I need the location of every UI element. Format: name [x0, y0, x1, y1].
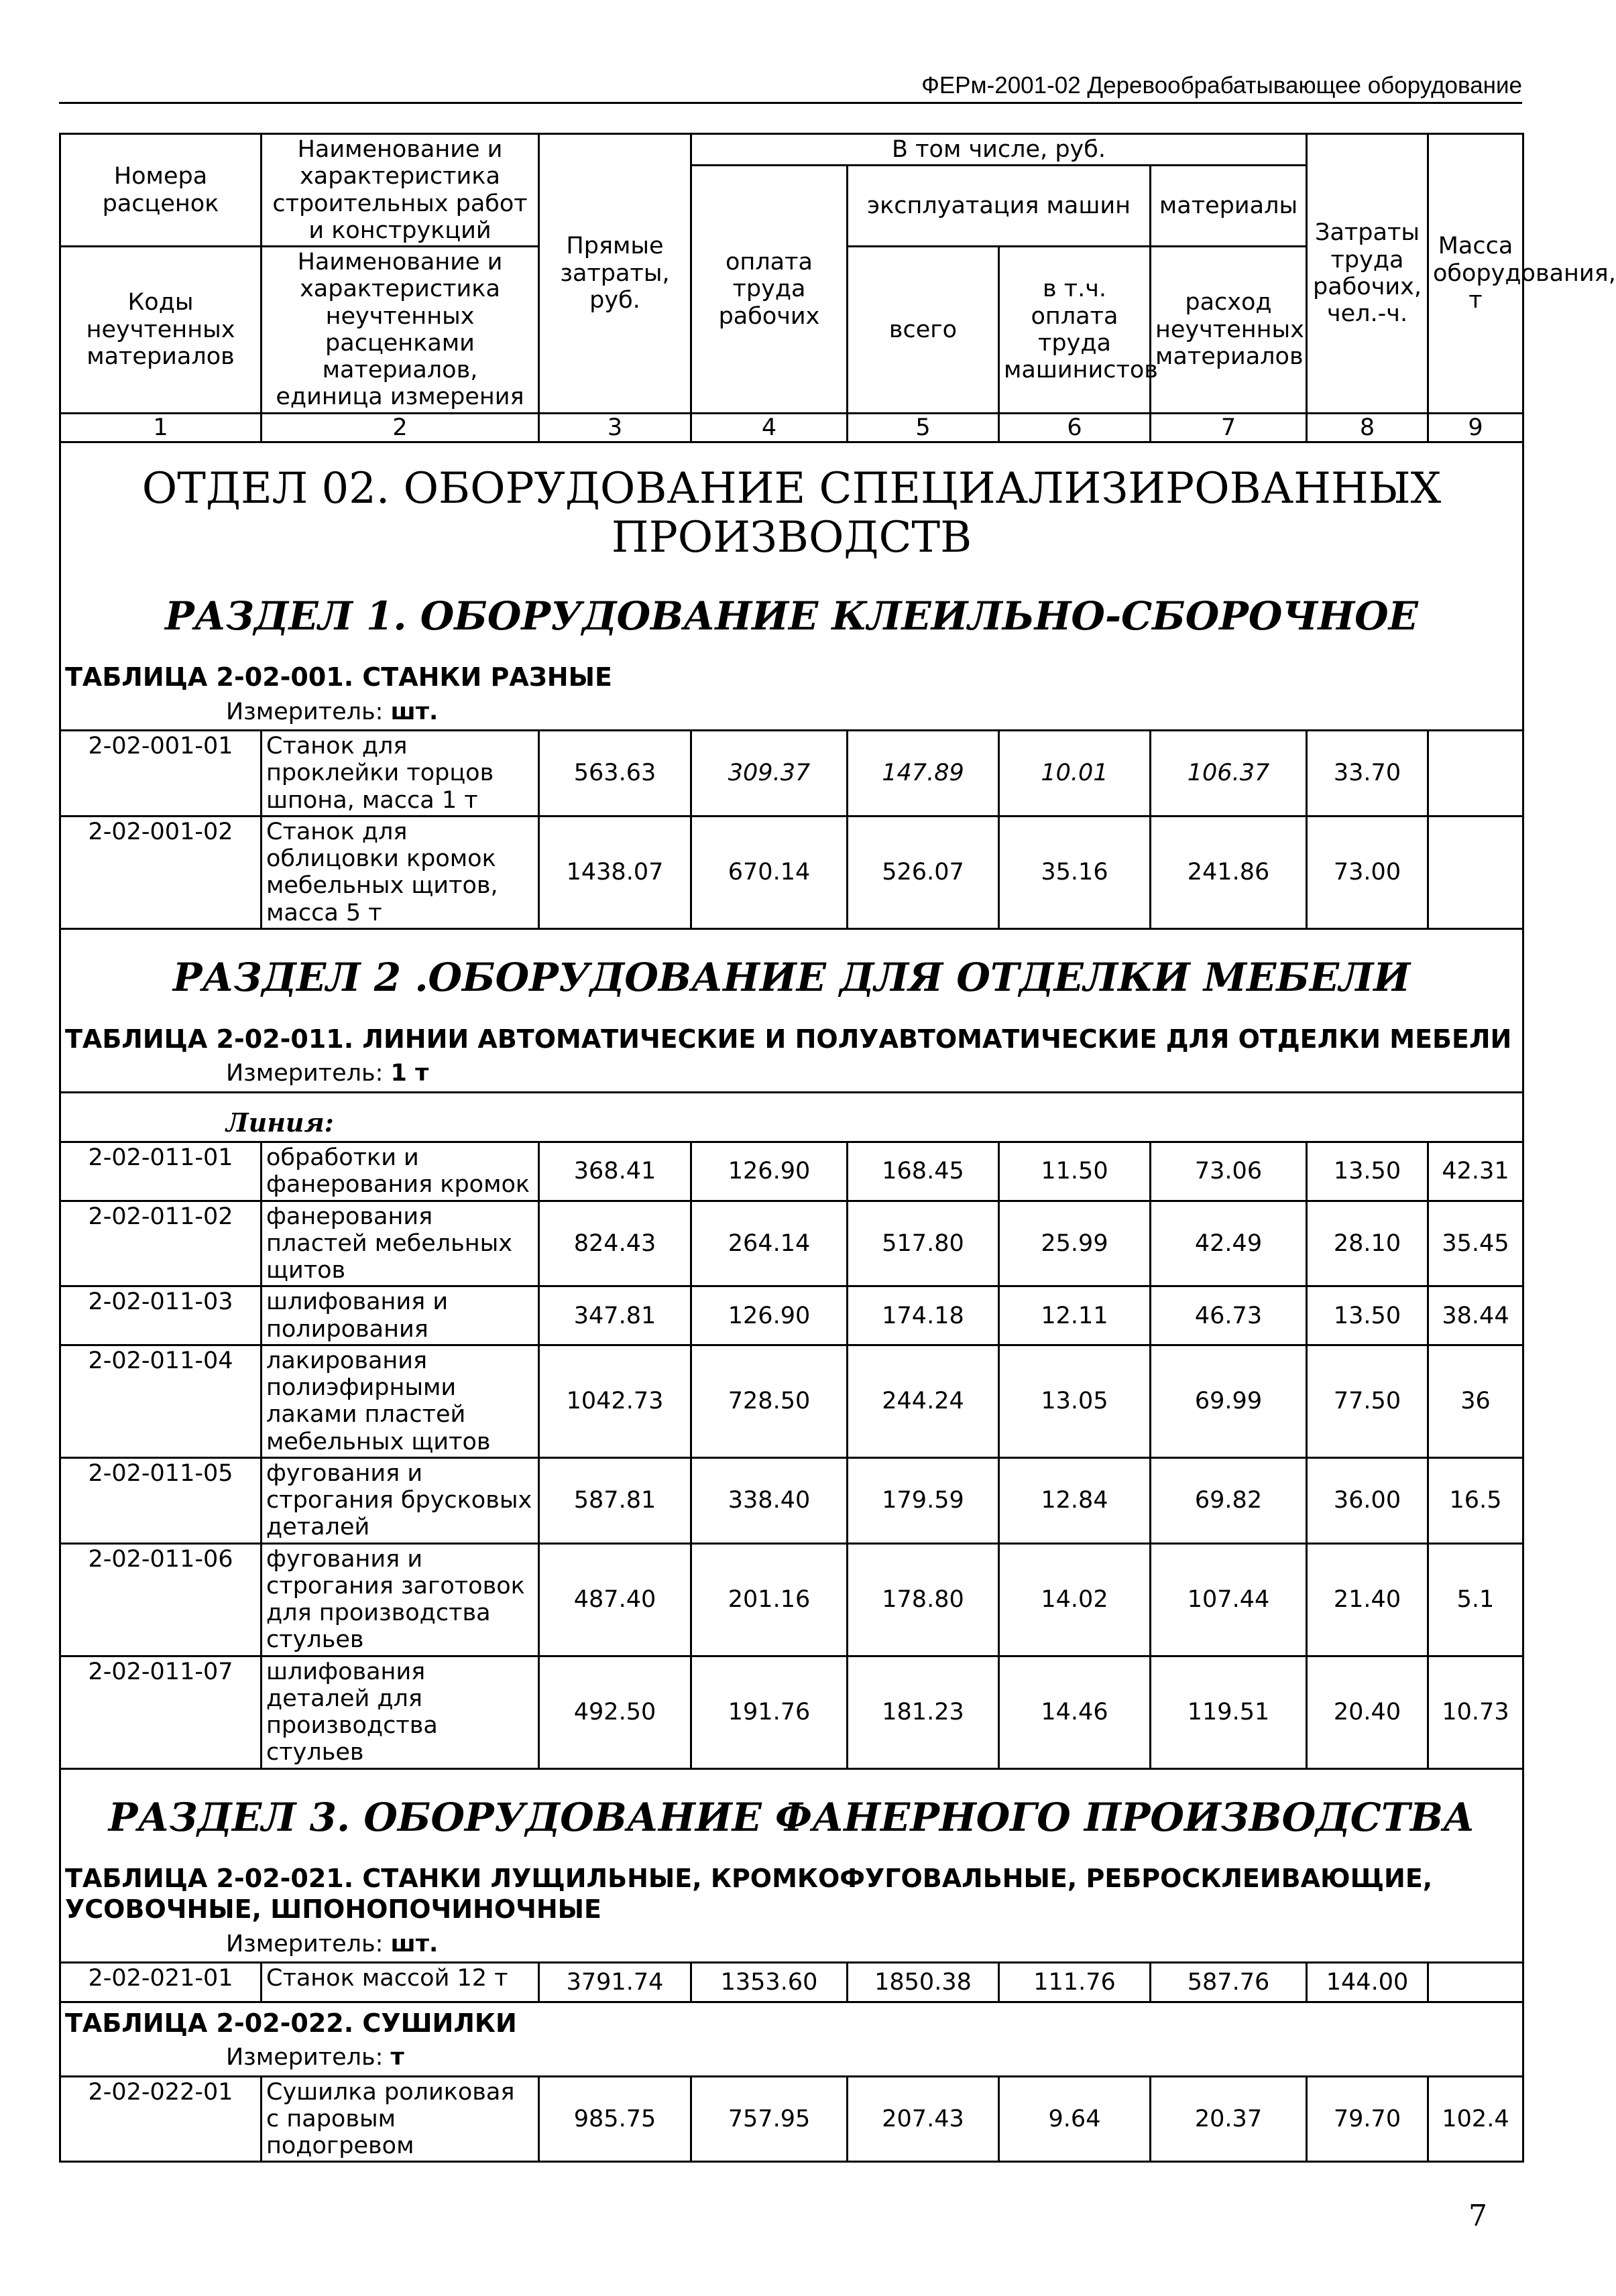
rate-code: 2-02-001-01 — [60, 731, 262, 817]
value-machinists: 12.84 — [999, 1457, 1151, 1543]
value-labor: 77.50 — [1307, 1345, 1428, 1457]
measure-line — [65, 1925, 1518, 1960]
value-machines: 174.18 — [848, 1286, 999, 1345]
value-machines: 147.89 — [848, 731, 999, 817]
value-mass — [1428, 816, 1523, 928]
col-name: Наименование и характеристика строительных работ и конструкций — [262, 134, 539, 247]
value-wages: 309.37 — [691, 731, 848, 817]
col-wages: оплата труда рабочих — [691, 166, 848, 413]
measure-label: Измеритель: — [226, 698, 384, 725]
col-mass: Масса оборудования, т — [1428, 134, 1523, 414]
table-title: ТАБЛИЦА 2-02-021. СТАНКИ ЛУЩИЛЬНЫЕ, КРОМКОФУГОВАЛЬНЫЕ, РЕБРОСКЛЕИВАЮЩИЕ, УСОВОЧНЫЕ, ШПОНОПОЧИНОЧНЫЕ — [65, 1864, 1433, 1924]
value-labor: 28.10 — [1307, 1201, 1428, 1286]
value-direct: 1042.73 — [539, 1345, 691, 1457]
rate-name: шлифования и полирования — [262, 1286, 539, 1345]
table-title: ТАБЛИЦА 2-02-011. ЛИНИИ АВТОМАТИЧЕСКИЕ И ПОЛУАВТОМАТИЧЕСКИЕ ДЛЯ ОТДЕЛКИ МЕБЕЛИ — [65, 1024, 1512, 1054]
value-mass: 16.5 — [1428, 1457, 1523, 1543]
table-row — [60, 731, 1523, 817]
value-machinists: 25.99 — [999, 1201, 1151, 1286]
value-materials: 106.37 — [1151, 731, 1307, 817]
value-wages: 264.14 — [691, 1201, 848, 1286]
value-labor: 73.00 — [1307, 816, 1428, 928]
measure-label: Измеритель: — [226, 1060, 384, 1087]
value-mass: 102.4 — [1428, 2076, 1523, 2162]
value-direct: 985.75 — [539, 2076, 691, 2162]
value-machines: 181.23 — [848, 1656, 999, 1768]
value-machines: 517.80 — [848, 1201, 999, 1286]
value-machinists: 9.64 — [999, 2076, 1151, 2162]
value-mass: 38.44 — [1428, 1286, 1523, 1345]
value-labor: 21.40 — [1307, 1543, 1428, 1656]
value-direct: 1438.07 — [539, 816, 691, 928]
value-labor: 13.50 — [1307, 1142, 1428, 1201]
rate-code: 2-02-011-05 — [60, 1457, 262, 1543]
column-number: 9 — [1428, 413, 1523, 442]
value-labor: 36.00 — [1307, 1457, 1428, 1543]
value-direct: 487.40 — [539, 1543, 691, 1656]
col-codes: Коды неучтенных материалов — [60, 247, 262, 414]
rate-code: 2-02-011-07 — [60, 1656, 262, 1768]
measure-unit: 1 т — [390, 1060, 429, 1087]
value-materials: 107.44 — [1151, 1543, 1307, 1656]
column-number: 8 — [1307, 413, 1428, 442]
value-labor: 20.40 — [1307, 1656, 1428, 1768]
col-machine-operation: эксплуатация машин — [848, 166, 1151, 247]
rate-code: 2-02-011-02 — [60, 1201, 262, 1286]
rate-name: Станок массой 12 т — [262, 1962, 539, 2002]
table-row — [60, 1345, 1523, 1457]
page-number: 7 — [1468, 2199, 1487, 2233]
rate-name: лакирования полиэфирными лаками пластей мебельных щитов — [262, 1345, 539, 1457]
value-wages: 126.90 — [691, 1142, 848, 1201]
column-number: 7 — [1151, 413, 1307, 442]
value-machines: 179.59 — [848, 1457, 999, 1543]
value-direct: 3791.74 — [539, 1962, 691, 2002]
rate-name: шлифования деталей для производства стульев — [262, 1656, 539, 1768]
table-row — [60, 1543, 1523, 1656]
value-direct: 563.63 — [539, 731, 691, 817]
table-row — [60, 2076, 1523, 2162]
rate-name: фугования и строгания брусковых деталей — [262, 1457, 539, 1543]
col-unaccounted-materials: расход неучтенных материалов — [1151, 247, 1307, 414]
rate-name: Сушилка роликовая с паровым подогревом — [262, 2076, 539, 2162]
rate-name: обработки и фанерования кромок — [262, 1142, 539, 1201]
value-materials: 69.99 — [1151, 1345, 1307, 1457]
value-direct: 587.81 — [539, 1457, 691, 1543]
value-direct: 492.50 — [539, 1656, 691, 1768]
col-including: В том числе, руб. — [691, 134, 1307, 166]
value-labor: 79.70 — [1307, 2076, 1428, 2162]
col-rate-numbers: Номера расценок — [60, 134, 262, 247]
value-materials: 587.76 — [1151, 1962, 1307, 2002]
table-title: ТАБЛИЦА 2-02-001. СТАНКИ РАЗНЫЕ — [65, 662, 612, 692]
measure-label: Измеритель: — [226, 1930, 384, 1957]
value-mass: 35.45 — [1428, 1201, 1523, 1286]
value-wages: 670.14 — [691, 816, 848, 928]
value-machinists: 35.16 — [999, 816, 1151, 928]
value-wages: 191.76 — [691, 1656, 848, 1768]
value-direct: 368.41 — [539, 1142, 691, 1201]
measure-unit: т — [390, 2044, 404, 2071]
value-mass: 10.73 — [1428, 1656, 1523, 1768]
value-labor: 33.70 — [1307, 731, 1428, 817]
rate-code: 2-02-021-01 — [60, 1962, 262, 2002]
table-row — [60, 1962, 1523, 2002]
section-title: РАЗДЕЛ 1. ОБОРУДОВАНИЕ КЛЕИЛЬНО-СБОРОЧНОЕ — [165, 593, 1418, 639]
measure-line — [65, 693, 1518, 728]
value-wages: 201.16 — [691, 1543, 848, 1656]
group-row — [60, 1092, 1523, 1142]
value-wages: 338.40 — [691, 1457, 848, 1543]
value-machinists: 12.11 — [999, 1286, 1151, 1345]
table-row — [60, 816, 1523, 928]
value-materials: 46.73 — [1151, 1286, 1307, 1345]
measure-label: Измеритель: — [226, 2044, 384, 2071]
value-materials: 119.51 — [1151, 1656, 1307, 1768]
value-machines: 526.07 — [848, 816, 999, 928]
section-title: РАЗДЕЛ 3. ОБОРУДОВАНИЕ ФАНЕРНОГО ПРОИЗВОДСТВА — [108, 1794, 1475, 1840]
value-materials: 42.49 — [1151, 1201, 1307, 1286]
table-row — [60, 1142, 1523, 1201]
rate-name: Станок для облицовки кромок мебельных щитов, масса 5 т — [262, 816, 539, 928]
section-title: РАЗДЕЛ 2 .ОБОРУДОВАНИЕ ДЛЯ ОТДЕЛКИ МЕБЕЛИ — [172, 954, 1411, 1000]
value-machinists: 14.46 — [999, 1656, 1151, 1768]
value-wages: 1353.60 — [691, 1962, 848, 2002]
value-wages: 126.90 — [691, 1286, 848, 1345]
column-number: 6 — [999, 413, 1151, 442]
value-mass: 36 — [1428, 1345, 1523, 1457]
section-block — [60, 928, 1523, 1092]
value-machinists: 13.05 — [999, 1345, 1151, 1457]
measure-line — [65, 2039, 1518, 2073]
value-materials: 20.37 — [1151, 2076, 1307, 2162]
value-machinists: 11.50 — [999, 1142, 1151, 1201]
table-row — [60, 1201, 1523, 1286]
value-wages: 757.95 — [691, 2076, 848, 2162]
rate-name: фанерования пластей мебельных щитов — [262, 1201, 539, 1286]
table-block — [60, 2002, 1523, 2076]
measure-unit: шт. — [390, 698, 439, 725]
column-number: 2 — [262, 413, 539, 442]
value-machinists: 14.02 — [999, 1543, 1151, 1656]
value-mass — [1428, 1962, 1523, 2002]
value-direct: 347.81 — [539, 1286, 691, 1345]
value-mass: 5.1 — [1428, 1543, 1523, 1656]
column-number: 1 — [60, 413, 262, 442]
value-machinists: 111.76 — [999, 1962, 1151, 2002]
running-header: ФЕРм-2001-02 Деревообрабатывающее оборудование — [59, 70, 1522, 104]
col-labor: Затраты труда рабочих, чел.-ч. — [1307, 134, 1428, 414]
col-machines-total: всего — [848, 247, 999, 414]
value-machines: 207.43 — [848, 2076, 999, 2162]
value-machines: 168.45 — [848, 1142, 999, 1201]
column-number: 4 — [691, 413, 848, 442]
col-name-unaccounted: Наименование и характеристика неучтенных расценками материалов, единица измерения — [262, 247, 539, 414]
value-materials: 69.82 — [1151, 1457, 1307, 1543]
value-machines: 244.24 — [848, 1345, 999, 1457]
value-direct: 824.43 — [539, 1201, 691, 1286]
rate-name: фугования и строгания заготовок для производства стульев — [262, 1543, 539, 1656]
rate-name: Станок для проклейки торцов шпона, масса 1 т — [262, 731, 539, 817]
rate-code: 2-02-011-04 — [60, 1345, 262, 1457]
col-materials: материалы — [1151, 166, 1307, 247]
table-row — [60, 1286, 1523, 1345]
col-machinists-wages: в т.ч. оплата труда машинистов — [999, 247, 1151, 414]
column-number: 3 — [539, 413, 691, 442]
value-machines: 178.80 — [848, 1543, 999, 1656]
col-direct-costs: Прямые затраты, руб. — [539, 134, 691, 414]
rate-code: 2-02-022-01 — [60, 2076, 262, 2162]
value-machinists: 10.01 — [999, 731, 1151, 817]
table-title: ТАБЛИЦА 2-02-022. СУШИЛКИ — [65, 2008, 517, 2038]
rate-code: 2-02-011-01 — [60, 1142, 262, 1201]
section-block — [60, 442, 1523, 731]
rate-code: 2-02-011-03 — [60, 1286, 262, 1345]
measure-unit: шт. — [390, 1930, 439, 1957]
measure-line — [65, 1054, 1518, 1089]
value-labor: 13.50 — [1307, 1286, 1428, 1345]
value-mass — [1428, 731, 1523, 817]
rate-code: 2-02-011-06 — [60, 1543, 262, 1656]
group-label: Линия: — [226, 1107, 334, 1138]
rates-table — [59, 133, 1616, 2163]
value-wages: 728.50 — [691, 1345, 848, 1457]
column-number: 5 — [848, 413, 999, 442]
value-labor: 144.00 — [1307, 1962, 1428, 2002]
rate-code: 2-02-001-02 — [60, 816, 262, 928]
table-row — [60, 1457, 1523, 1543]
table-row — [60, 1656, 1523, 1768]
section-block — [60, 1768, 1523, 1962]
department-title: ОТДЕЛ 02. ОБОРУДОВАНИЕ СПЕЦИАЛИЗИРОВАННЫХ ПРОИЗВОДСТВ — [141, 463, 1442, 563]
value-materials: 241.86 — [1151, 816, 1307, 928]
value-materials: 73.06 — [1151, 1142, 1307, 1201]
value-mass: 42.31 — [1428, 1142, 1523, 1201]
value-machines: 1850.38 — [848, 1962, 999, 2002]
